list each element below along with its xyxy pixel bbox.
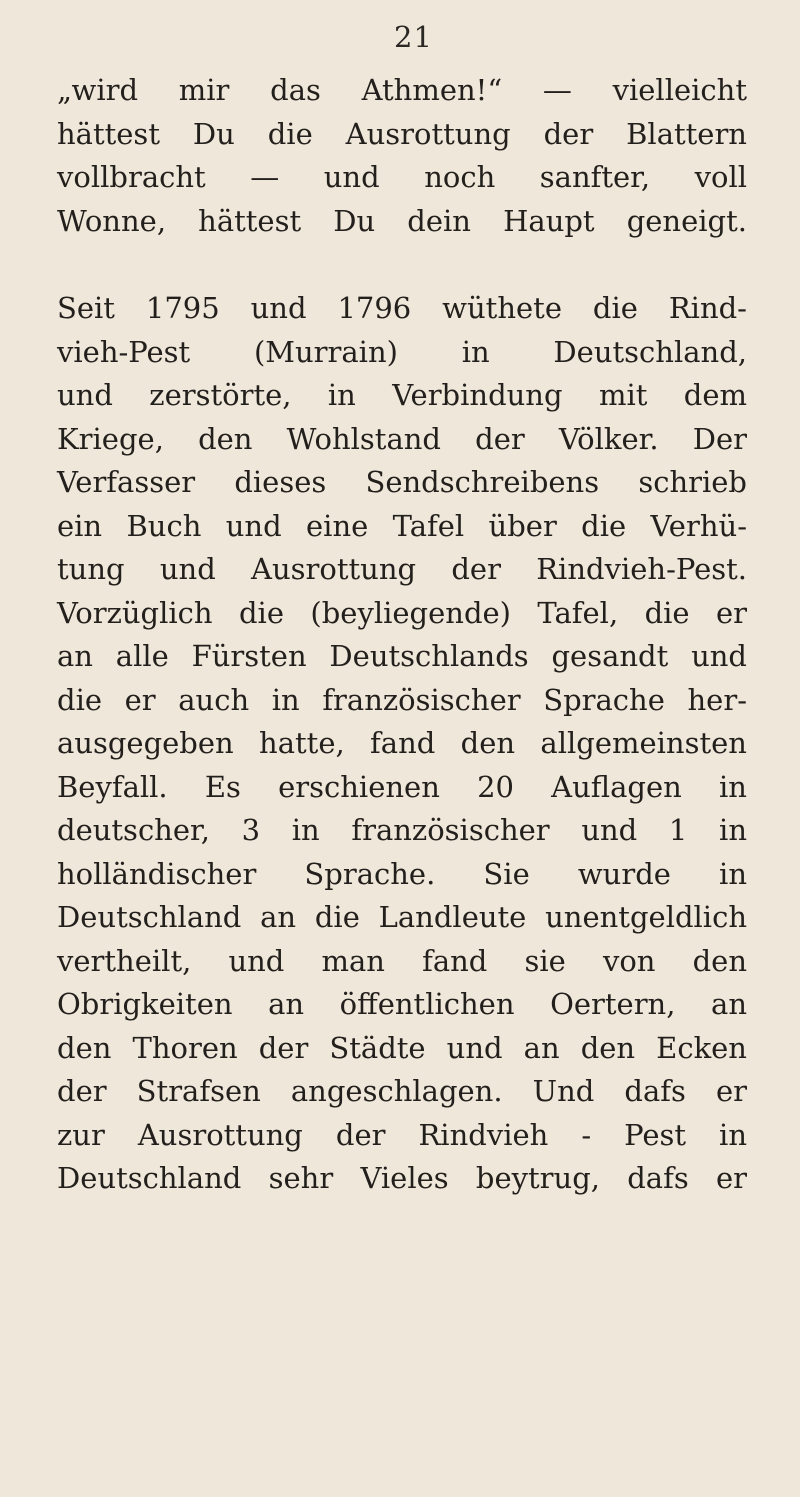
text-line: hättest Du die Ausrottung der Blattern — [57, 116, 747, 151]
text-line: Vorzüglich die (beyliegende) Tafel, die er — [57, 595, 747, 630]
text-line: und zerstörte, in Verbindung mit dem — [57, 378, 747, 412]
text-line: vollbracht — und noch sanfter, voll — [57, 160, 747, 194]
text-line: Verfasser dieses Sendschreibens schrieb — [57, 465, 747, 499]
page-number: 21 — [394, 20, 433, 54]
text-line: „wird mir das Athmen!“ — vielleicht — [57, 73, 747, 107]
text-line: an alle Fürsten Deutschlands gesandt und — [57, 639, 747, 673]
text-line: den Thoren der Städte und an den Ecken — [57, 1030, 747, 1065]
text-line: tung und Ausrottung der Rindvieh-Pest. — [57, 552, 747, 586]
text-line: der Strafsen angeschlagen. Und dafs er — [57, 1074, 747, 1108]
text-line: Obrigkeiten an öffentlichen Oertern, an — [57, 987, 747, 1021]
text-line: ausgegeben hatte, fand den allgemeinsten — [57, 726, 747, 760]
paragraph-gap — [57, 243, 747, 287]
text-line: deutscher, 3 in französischer und 1 in — [57, 813, 747, 847]
text-line: Kriege, den Wohlstand der Völker. Der — [57, 421, 747, 456]
text-line: Beyfall. Es erschienen 20 Auflagen in — [57, 769, 747, 804]
body-text — [57, 69, 747, 1201]
text-line: ein Buch und eine Tafel über die Verhü- — [57, 508, 747, 543]
text-line: vertheilt, und man fand sie von den — [57, 943, 747, 978]
text-line: Wonne, hättest Du dein Haupt geneigt. — [57, 203, 747, 238]
text-line: Seit 1795 und 1796 wüthete die Rind- — [57, 291, 747, 325]
text-line: die er auch in französischer Sprache her- — [57, 682, 747, 717]
text-line: holländischer Sprache. Sie wurde in — [57, 856, 747, 891]
text-line: Deutschland sehr Vieles beytrug, dafs er — [57, 1161, 747, 1195]
text-line: Deutschland an die Landleute unentgeldlich — [57, 900, 747, 934]
text-line: vieh-Pest (Murrain) in Deutschland, — [57, 334, 747, 369]
text-line: zur Ausrottung der Rindvieh - Pest in — [57, 1117, 747, 1152]
